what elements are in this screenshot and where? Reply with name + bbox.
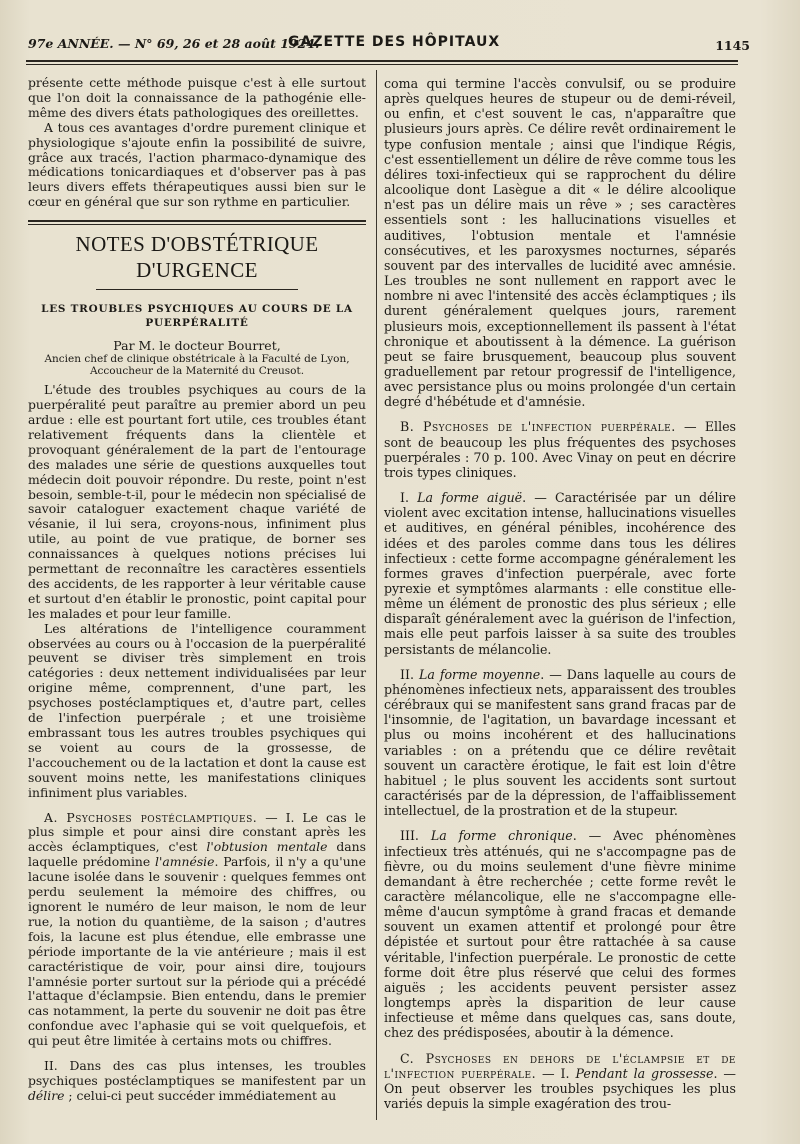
form-title: La forme chronique (430, 828, 573, 844)
header-rule (26, 60, 738, 62)
paragraph: III. La forme chronique. — Avec phénomènes infectieux très atténués, qui ne s'accompagne pas de fièvre, ou du moins seulement d'une fièvre minime demandant à être recherchée ; cette forme revêt le caractère mélancolique, elle ne s'accompagne elle-même d'aucun symptôme à grand fracas et demande souvent un examen attentif et prolongé pour être dépistée et surtout pour être rattachée à sa cause véritable, l'infection puerpérale. Le pronostic de cette forme doit être plus réservé que celui des formes aiguës ; les accidents peuvent persister assez longtemps après la disparition de leur cause infectieuse et même dans quelques cas, sans doute, chez des prédisposées, aboutir à la démence. (384, 828, 736, 1041)
page-number: 1145 (715, 38, 750, 53)
paragraph: Les altérations de l'intelligence couramment observées au cours ou à l'occasion de la puerpéralité peuvent se diviser très simplement en trois catégories : deux nettement individualisées par leur origine même, comprennent, d'une part, les psychoses postéclamptiques et, d'autre part, celles de l'infection puerpérale ; et une troisième embrassant tous les autres troubles psychiques qui se voient au cours de la grossesse, de l'accouchement ou de la lactation et dont la cause est souvent moins nette, les manifestations cliniques infiniment plus variables. (28, 620, 366, 800)
author-byline: Par M. le docteur Bourret, (113, 338, 281, 354)
form-title: La forme moyenne (418, 666, 541, 682)
header-rule-thin (26, 64, 738, 65)
paragraph: A tous ces avantages d'ordre purement clinique et physiologique s'ajoute enfin la possibilité de suivre, grâce aux tracés, l'action pharmaco-dynamique des médications tonicardiaques et d'observer pas à pas leurs divers effets thérapeutiques aussi bien sur le cœur en général que sur son rythme en particulier. (28, 119, 366, 210)
left-column (28, 76, 366, 1104)
article-title: LES TROUBLES PSYCHIQUES AU COURS DE LA PUERPÉRALITÉ (41, 303, 353, 330)
paragraph: II. Dans des cas plus intenses, les troubles psychiques postéclamptiques se manifestent par un délire ; celui-ci peut succéder immédiatement au (28, 1058, 366, 1103)
paragraph: A. Psychoses postéclamptiques. — I. Le cas le plus simple et pour ainsi dire constant après les accès éclamptiques, c'est l'obtusion mentale dans laquelle prédomine l'amnésie. Parfois, il n'y a qu'une lacune isolée dans le souvenir : quelques femmes ont perdu seulement la mémoire des chiffres, ou ignorent le numéro de leur maison, le nom de leur rue, la notion du quantième, de la saison ; d'autres fois, la lacune est plus étendue, elle embrasse une période importante de la vie antérieure ; mais il est caractéristique de voir, pour ainsi dire, toujours l'amnésie porter surtout sur la période qui a précédé l'attaque d'éclampsie. Bien entendu, dans le premier cas notamment, la perte du souvenir ne doit pas être confondue avec l'aphasie qui se voit quelquefois, et qui peut être limitée à certains mots ou chiffres. (28, 809, 366, 1049)
section-rule (28, 220, 366, 222)
journal-title: GAZETTE DES HÔPITAUX (288, 34, 501, 50)
paragraph: coma qui termine l'accès convulsif, ou se produire après quelques heures de stupeur ou de demi-réveil, ou enfin, et c'est souvent le cas, n'apparaître que plusieurs jours après. Ce délire revêt ordinairement le type confusion mentale ; ainsi que l'indique Régis, c'est essentiellement un délire de rêve comme tous les délires toxi-infectieux qui se rapprochent du délire alcoolique dont Lasègue a dit « le délire alcoolique n'est pas un délire mais un rêve » ; ses caractères essentiels sont : les hallucinations visuelles et auditives, l'obtusion mentale et l'amnésie consécutives, et les paroxysmes nocturnes, séparés souvent par des intervalles de lucidité avec amnésie. Les troubles ne sont nullement en rapport avec le nombre ni avec l'intensité des accès éclamptiques ; ils durent généralement quelques jours, rarement plusieurs mois, exceptionnellement ils passent à l'état chronique et aboutissent à la démence. La guérison peut se faire brusquement, beaucoup plus souvent graduellement par retour progressif de l'intelligence, avec persistance plus ou moins prolongée d'un certain degré d'hébétude et d'amnésie. (384, 76, 736, 410)
paragraph: présente cette méthode puisque c'est à elle surtout que l'on doit la connaissance de la pathogénie elle-même des divers états pathologiques des oreillettes. (28, 75, 366, 120)
paragraph: B. Psychoses de l'infection puerpérale. — Elles sont de beaucoup les plus fréquentes des psychoses puerpérales : 70 p. 100. Avec Vinay on peut en décrire trois types cliniques. (384, 419, 737, 480)
column-divider (376, 70, 377, 1120)
subsection-heading: A. Psychoses postéclamptiques. (44, 809, 258, 825)
subsection-heading: C. Psychoses en dehors de l'éclampsie et de l'infection puerpérale. (384, 1050, 736, 1081)
section-rule (96, 289, 299, 290)
page-header (28, 32, 750, 58)
paragraph: I. La forme aiguë. — Caractérisée par un délire violent avec excitation intense, hallucinations visuelles et auditives, en général pénibles, incohérence des idées et des paroles comme dans tous les délires infectieux : cette forme accompagne généralement les formes graves d'infection puerpérale, avec forte pyrexie et symptômes alarmants : elle constitue elle-même un élément de pronostic des plus sérieux ; elle disparaît généralement avec la guérison de l'infection, mais elle peut parfois laisser à sa suite des troubles persistants de mélancolie. (384, 490, 737, 657)
issue-info: 97e ANNÉE. — N° 69, 26 et 28 août 1924. (28, 36, 320, 51)
paragraph: II. La forme moyenne. — Dans laquelle au cours de phénomènes infectieux nets, apparaissent des troubles cérébraux qui se manifestent sans grand fracas par de l'insomnie, de l'agitation, un bavardage incessant et plus ou moins incohérent et des hallucinations variables : on a prétendu que ce délire revêtait souvent un caractère érotique, le fait est loin d'être habituel ; le plus souvent les accidents sont surtout caractérisés par de la dépression, de l'affaiblissement intellectuel, de la prostration et de la stupeur. (384, 666, 736, 819)
section-rule (28, 224, 366, 225)
author-affiliation: Ancien chef de clinique obstétricale à la Faculté de Lyon, Accoucheur de la Maternité du Creusot. (44, 353, 350, 378)
paragraph: L'étude des troubles psychiques au cours de la puerpéralité peut paraître au premier abord un peu ardue : elle est pourtant fort utile, ces troubles étant relativement fréquents dans la clientèle et provoquant généralement de la part de l'entourage des malades une série de questions auxquelles tout médecin doit pouvoir répondre. Du reste, point n'est besoin, semble-t-il, pour le médecin non spécialisé de savoir cataloguer exactement chaque variété de vésanie, il lui sera, croyons-nous, infiniment plus utile, au point de vue pratique, de borner ses connaissances à quelques notions précises lui permettant de reconnaître les caractères essentiels des accidents, de les rapporter à leur véritable cause et surtout d'en établir le pronostic, point capital pour les malades et pour leur famille. (28, 382, 366, 621)
right-column (384, 76, 736, 1111)
form-title: La forme aiguë (417, 490, 523, 506)
subsection-heading: B. Psychoses de l'infection puerpérale. (400, 419, 676, 435)
section-title: NOTES D'OBSTÉTRIQUE D'URGENCE (75, 232, 319, 283)
paragraph: C. Psychoses en dehors de l'éclampsie et de l'infection puerpérale. — I. Pendant la grossesse. — On peut observer les troubles psychiques les plus variés depuis la simple exagération des trou- (384, 1050, 736, 1111)
